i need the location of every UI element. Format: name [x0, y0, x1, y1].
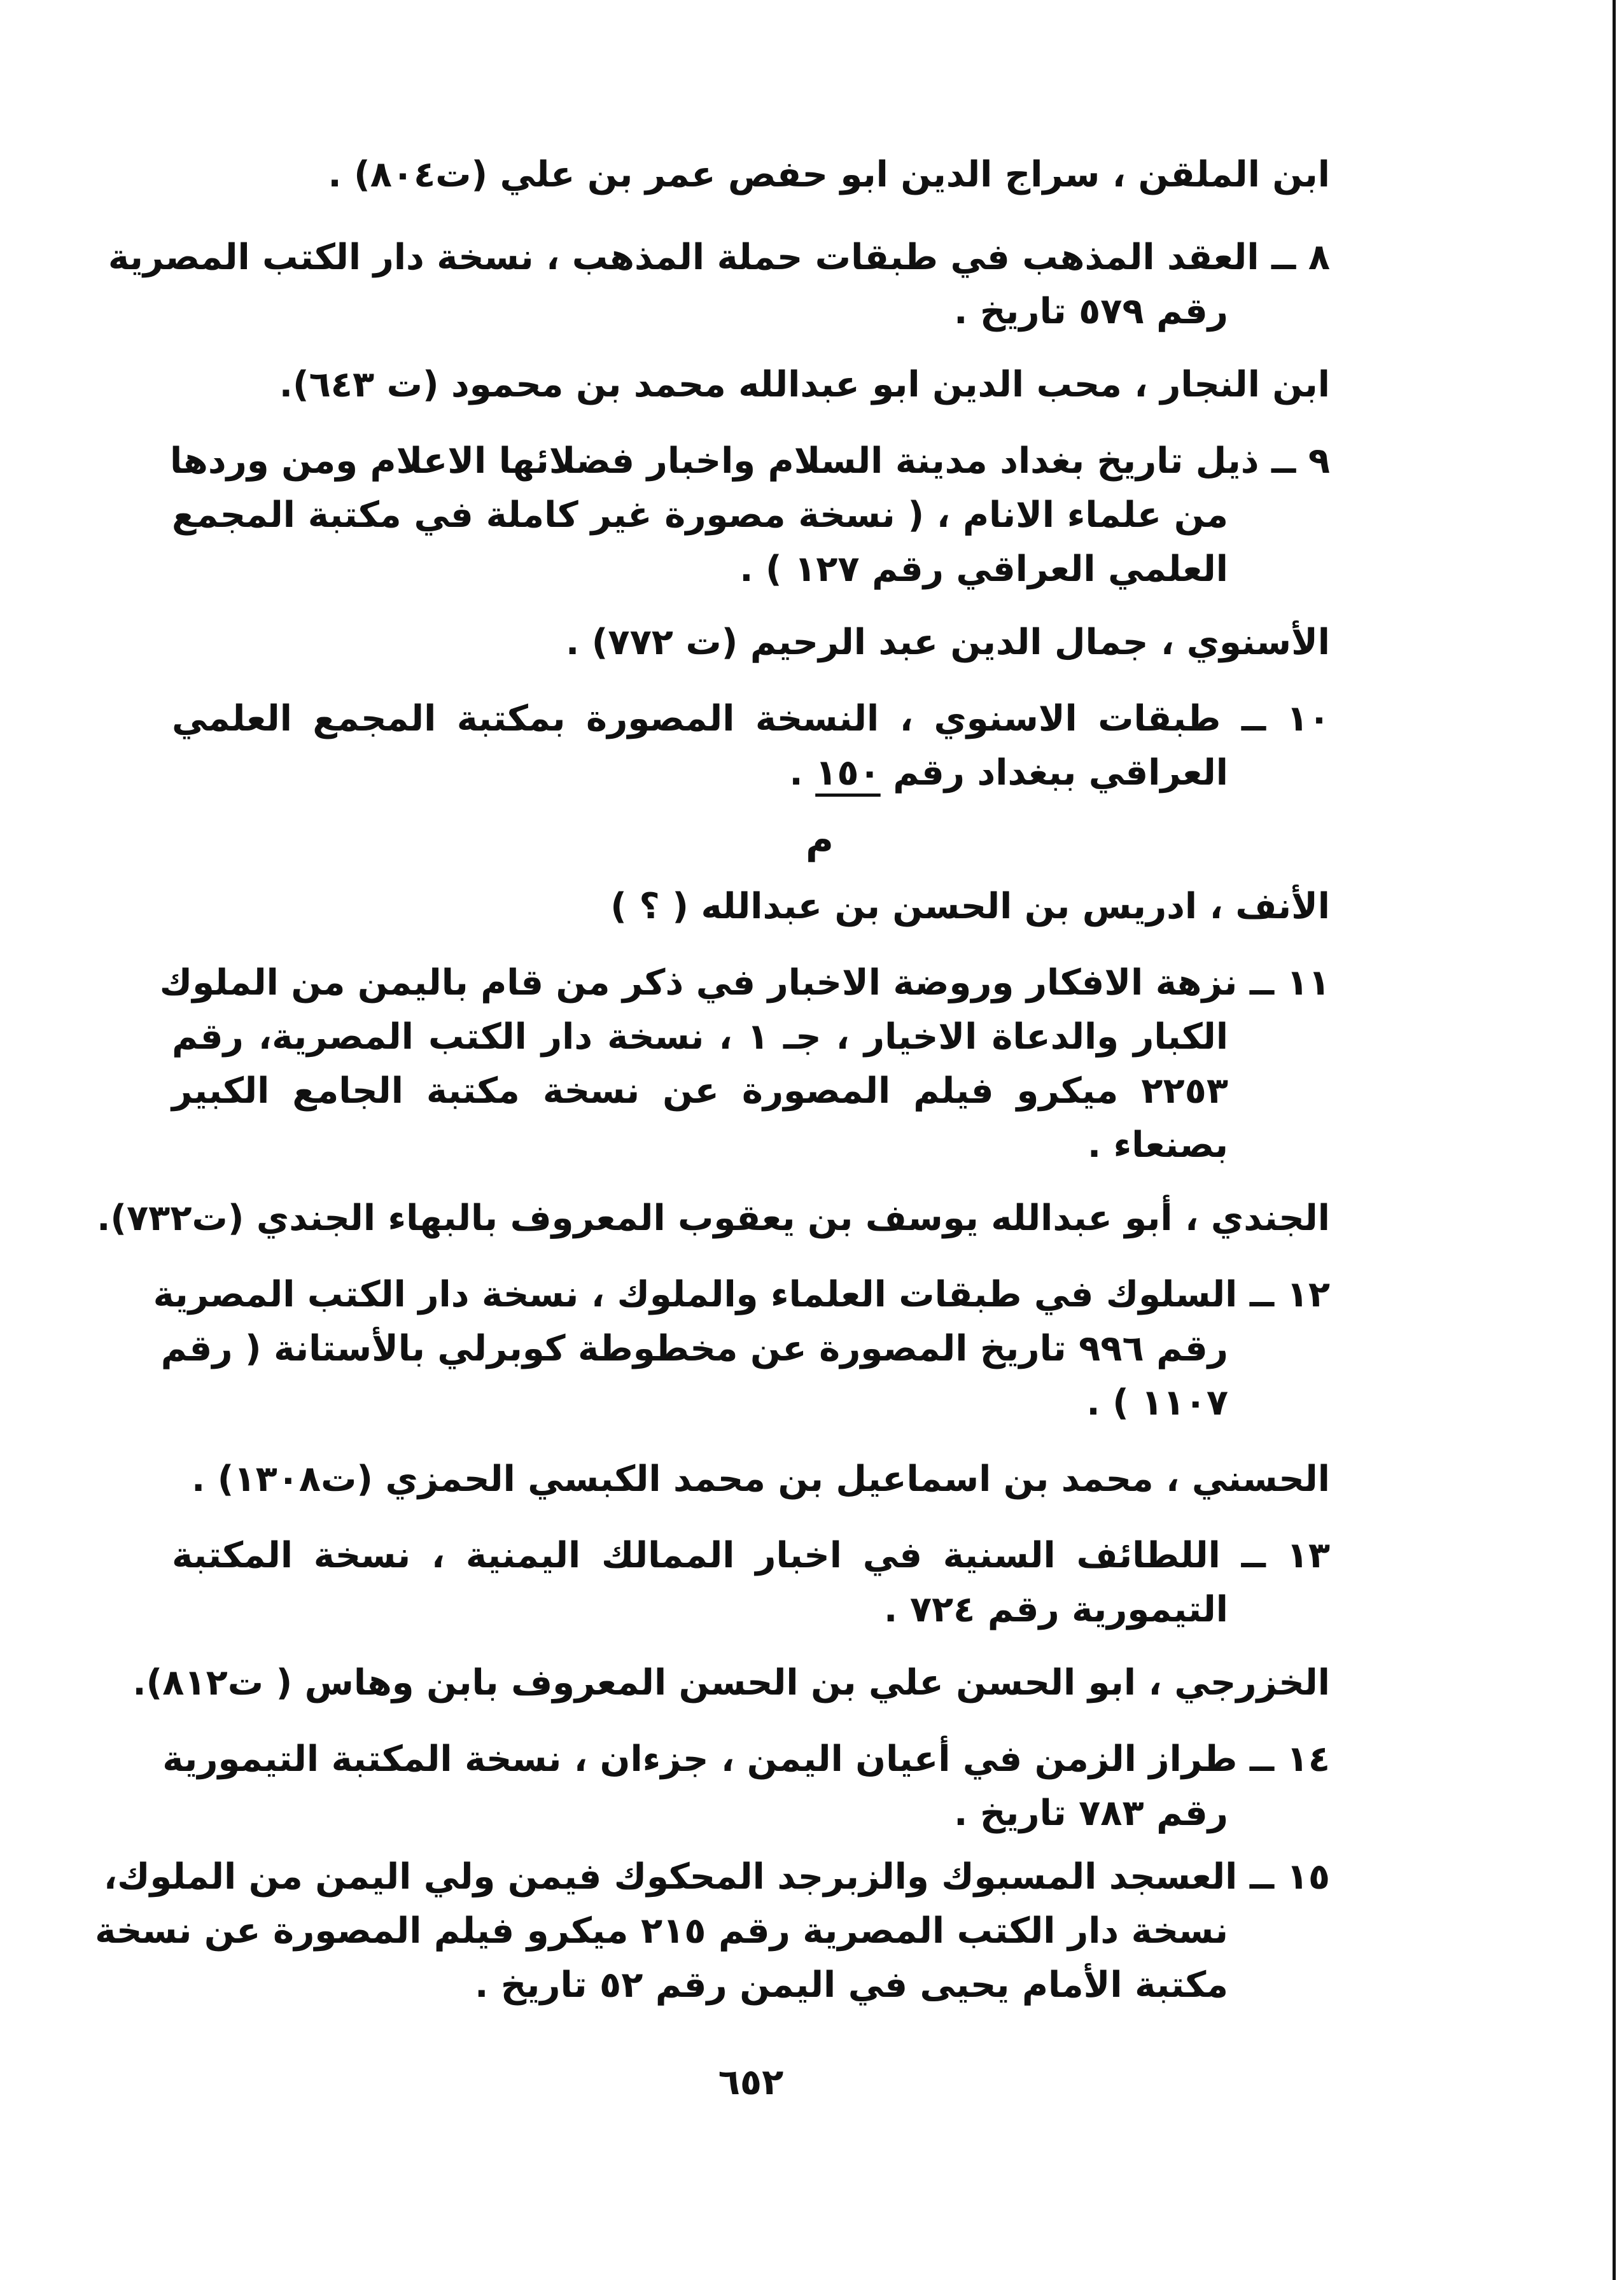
entry-line: العراقي ببغداد رقم ١٥٠ . [789, 752, 1228, 794]
page-edge-rule [1613, 0, 1616, 2280]
entry-line: ١١ ــ نزهة الافكار وروضة الاخبار في ذكر من قام باليمن من الملوك [159, 962, 1330, 1004]
author-line: الخزرجي ، ابو الحسن علي بن الحسن المعروف بابن وهاس ( ت٨١٢). [132, 1662, 1330, 1703]
entry-line: ١٣ ــ اللطائف السنية في اخبار الممالك اليمنية ، نسخة المكتبة [172, 1535, 1330, 1576]
entry-line: نسخة دار الكتب المصرية رقم ٢١٥ ميكرو فيلم المصورة عن نسخة [95, 1910, 1228, 1952]
entry-line: العلمي العراقي رقم ١٢٧ ) . [739, 549, 1228, 590]
author-line: الحسني ، محمد بن اسماعيل بن محمد الكبسي الحمزي (ت١٣٠٨) . [192, 1458, 1330, 1500]
author-line: الجندي ، أبو عبدالله يوسف بن يعقوب المعروف بالبهاء الجندي (ت٧٣٢). [97, 1198, 1330, 1239]
entry-line: رقم ٧٨٣ تاريخ . [954, 1793, 1228, 1834]
entry-line: ١١٠٧ ) . [1086, 1382, 1228, 1423]
underlined-number: ١٥٠ [815, 752, 881, 794]
entry-line: من علماء الانام ، ( نسخة مصورة غير كاملة في مكتبة المجمع [172, 494, 1228, 536]
author-line: ابن الملقن ، سراج الدين ابو حفص عمر بن علي (ت٨٠٤) . [328, 154, 1330, 195]
author-line: الأسنوي ، جمال الدين عبد الرحيم (ت ٧٧٢) . [566, 622, 1330, 663]
author-line: ابن النجار ، محب الدين ابو عبدالله محمد بن محمود (ت ٦٤٣). [279, 364, 1330, 405]
entry-line: ٢٢٥٣ ميكرو فيلم المصورة عن نسخة مكتبة الجامع الكبير [172, 1070, 1228, 1112]
section-letter: م [806, 818, 834, 862]
entry-line: ١٠ ــ طبقات الاسنوي ، النسخة المصورة بمكتبة المجمع العلمي [172, 698, 1330, 739]
entry-line: ١٤ ــ طراز الزمن في أعيان اليمن ، جزءان ، نسخة المكتبة التيمورية [162, 1738, 1330, 1780]
entry-line: رقم ٩٩٦ تاريخ المصورة عن مخطوطة كوبرلي بالأستانة ( رقم [160, 1328, 1228, 1369]
entry-line: التيمورية رقم ٧٢٤ . [884, 1589, 1228, 1630]
entry-line: رقم ٥٧٩ تاريخ . [954, 291, 1228, 332]
entry-line: ٩ ــ ذيل تاريخ بغداد مدينة السلام واخبار فضلائها الاعلام ومن وردها [169, 440, 1330, 482]
entry-line: الكبار والدعاة الاخيار ، جـ ١ ، نسخة دار الكتب المصرية، رقم [172, 1016, 1229, 1058]
author-line: الأنف ، ادريس بن الحسن بن عبدالله ( ؟ ) [610, 886, 1330, 927]
entry-line: بصنعاء . [1087, 1124, 1228, 1166]
entry-line: ٨ ــ العقد المذهب في طبقات حملة المذهب ، نسخة دار الكتب المصرية [108, 237, 1330, 278]
entry-line: ١٥ ــ العسجد المسبوك والزبرجد المحكوك فيمن ولي اليمن من الملوك، [103, 1856, 1330, 1898]
page-number: ٦٥٢ [718, 2062, 784, 2103]
entry-line: مكتبة الأمام يحيى في اليمن رقم ٥٢ تاريخ . [475, 1964, 1228, 2006]
entry-line: ١٢ ــ السلوك في طبقات العلماء والملوك ، نسخة دار الكتب المصرية [153, 1274, 1330, 1315]
